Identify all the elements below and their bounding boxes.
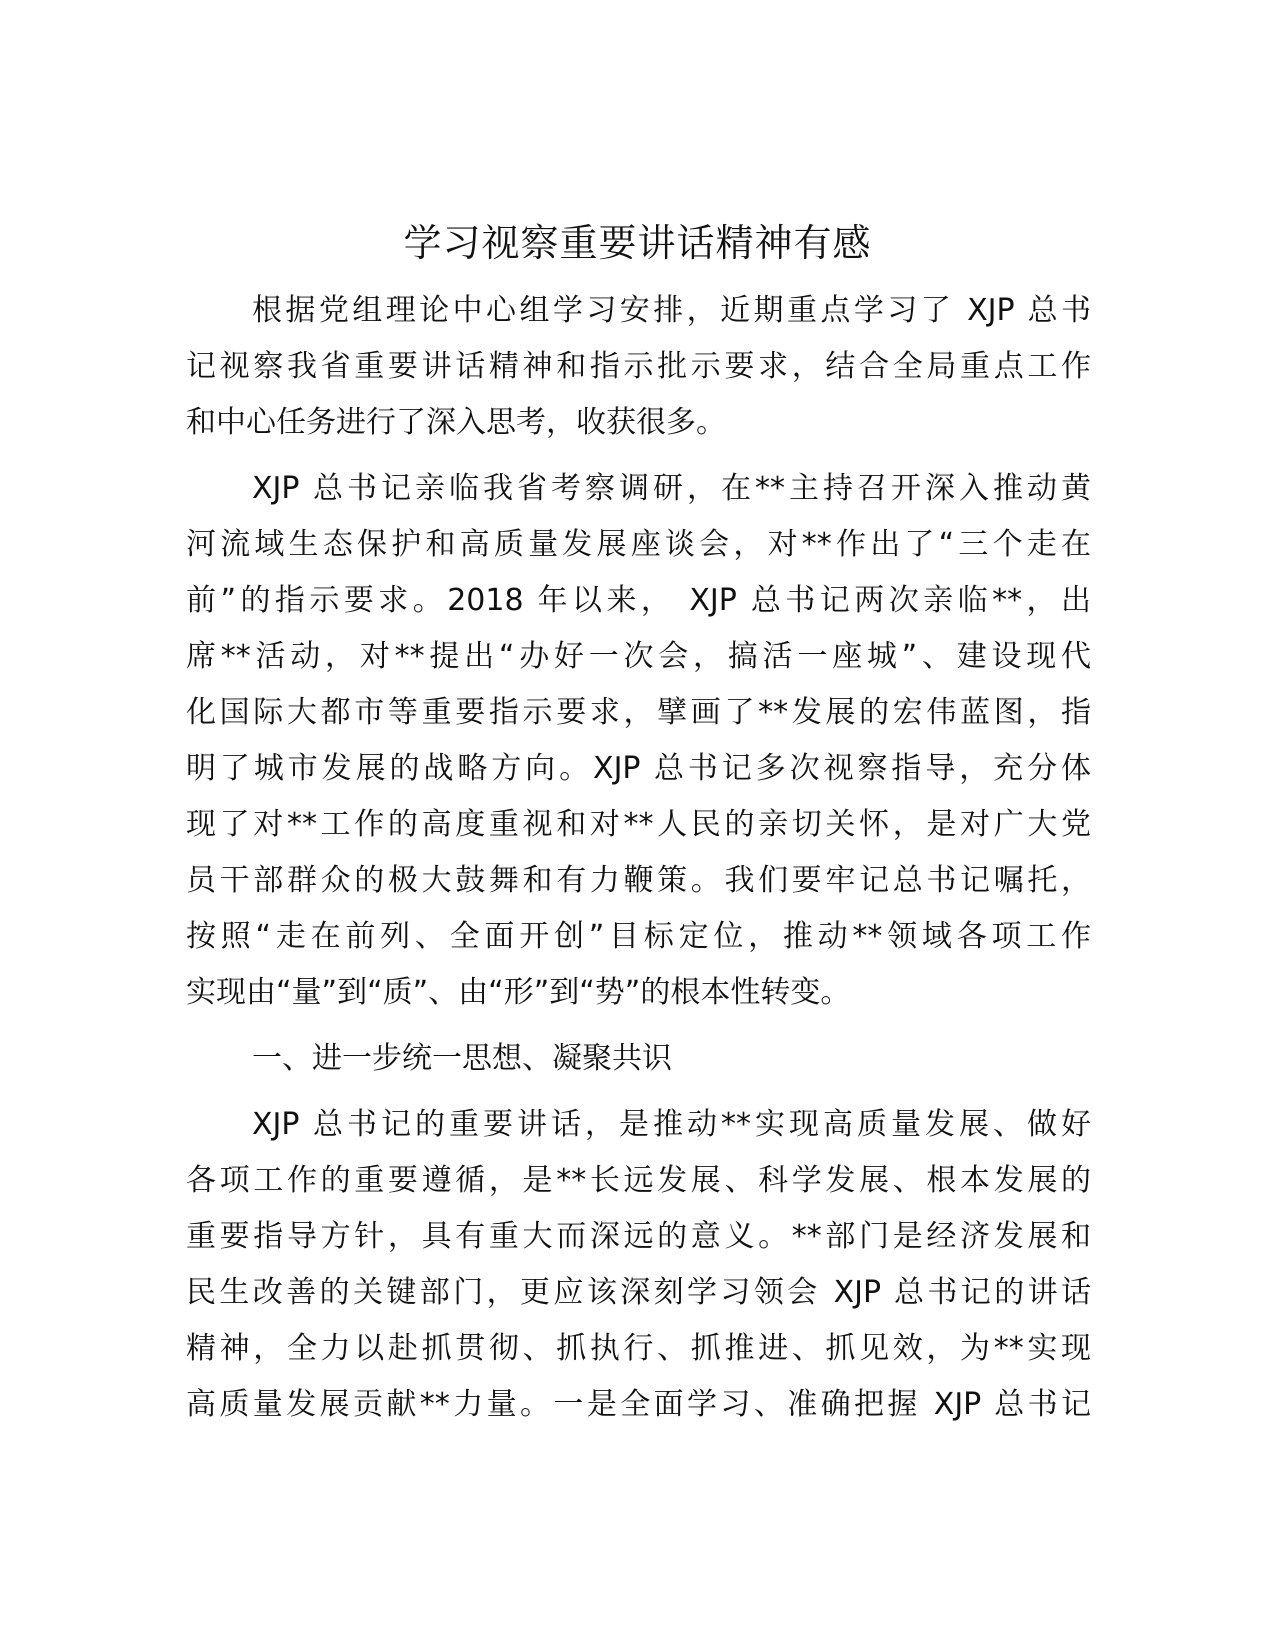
text-line: 按照“走在前列、全面开创”目标定位，推动**领域各项工作	[186, 919, 1091, 954]
text-line: 前”的指示要求。2018 年以来， XJP 总书记两次亲临**，出	[186, 583, 1091, 618]
text-line: 席**活动，对**提出“办好一次会，搞活一座城”、建设现代	[186, 639, 1091, 674]
text-line: 河流域生态保护和高质量发展座谈会，对**作出了“三个走在	[186, 527, 1091, 562]
text-line: 和中心任务进行了深入思考，收获很多。	[186, 405, 726, 440]
text-line: 民生改善的关键部门，更应该深刻学习领会 XJP 总书记的讲话	[186, 1275, 1091, 1310]
text-line: XJP 总书记的重要讲话，是推动**实现高质量发展、做好	[252, 1107, 1091, 1142]
text-line: 员干部群众的极大鼓舞和有力鞭策。我们要牢记总书记嘱托，	[186, 863, 1091, 898]
text-line: XJP 总书记亲临我省考察调研，在**主持召开深入推动黄	[252, 471, 1091, 506]
text-line: 精神，全力以赴抓贯彻、抓执行、抓推进、抓见效，为**实现	[186, 1331, 1091, 1366]
text-line: 重要指导方针，具有重大而深远的意义。**部门是经济发展和	[186, 1219, 1091, 1254]
text-line: 实现由“量”到“质”、由“形”到“势”的根本性转变。	[186, 975, 851, 1010]
text-line: 根据党组理论中心组学习安排，近期重点学习了 XJP 总书	[252, 293, 1091, 328]
text-line: 现了对**工作的高度重视和对**人民的亲切关怀，是对广大党	[186, 807, 1091, 842]
text-line: 记视察我省重要讲话精神和指示批示要求，结合全局重点工作	[186, 349, 1091, 384]
text-line: 高质量发展贡献**力量。一是全面学习、准确把握 XJP 总书记	[186, 1387, 1091, 1422]
text-line: 各项工作的重要遵循，是**长远发展、科学发展、根本发展的	[186, 1163, 1091, 1198]
text-line: 明了城市发展的战略方向。XJP 总书记多次视察指导，充分体	[186, 751, 1091, 786]
section-heading: 一、进一步统一思想、凝聚共识	[252, 1041, 672, 1076]
text-line: 化国际大都市等重要指示要求，擘画了**发展的宏伟蓝图，指	[186, 695, 1091, 730]
document-title: 学习视察重要讲话精神有感	[403, 221, 872, 265]
